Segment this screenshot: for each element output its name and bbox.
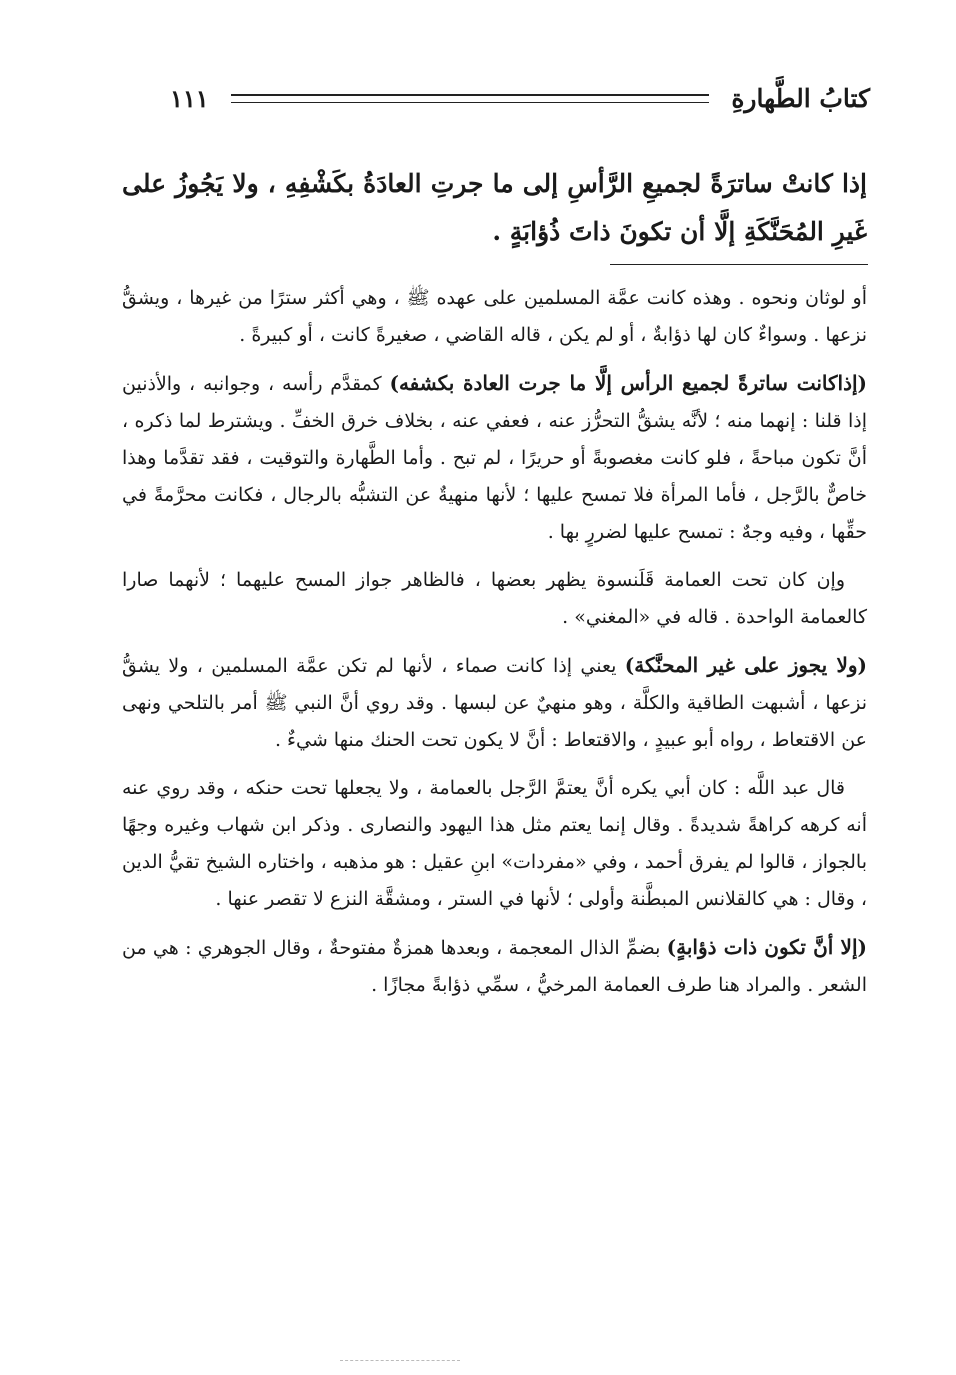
paragraph-text: بضمِّ الذال المعجمة ، وبعدها همزةٌ مفتوحةٌ ، وقال الجوهري : هي من الشعر . والمراد هنا طرف العمامة المرخيُّ ، سمِّي ذؤابةً مجازًا .: [122, 937, 867, 996]
quoted-matn-heading: (إذاكانت ساترةً لجميع الرأس إلَّا ما جرت العادة بكشفه): [389, 371, 867, 395]
commentary-paragraph-4: [122, 647, 867, 759]
matn-text: إذا كانتْ ساترَةً لجميعِ الرَّأسِ إلى ما جرتِ العادَةُ بكَشْفِهِ ، ولا يَجُوزُ على غَيرِ المُحَنَّكَةِ إلَّا أن تكونَ ذاتَ ذُؤابَةٍ .: [122, 169, 867, 246]
paragraph-text: أو لوثان ونحوه . وهذه كانت عمَّة المسلمين على عهده ﷺ ، وهي أكثر سترًا من غيرها ، ويشقُّ نزعها . وسواءٌ كان لها ذؤابةٌ ، أو لم يكن ، قاله القاضي ، صغيرةً كانت ، أو كبيرةً .: [122, 287, 867, 346]
paragraph-text: كمقدَّم رأسه ، وجوانبه ، والأذنين إذا قلنا : إنهما منه ؛ لأنَّه يشقُّ التحرُّز عنه ، فعفي عنه ، بخلاف خرق الخفِّ . ويشترط لما ذكره ، أنَّ تكون مباحةً ، فلو كانت مغصوبةً أو حريرًا ، لم تبح . وأما الطَّهارة والتوقيت ، فقد تقدَّما وهذا خاصٌّ بالرَّجل ، فأما المرأة فلا تمسح عليها ؛ لأنها منهيةٌ عن التشبُّه بالرجال ، فكانت محرَّمةً في حقِّها ، وفيه وجهٌ : تمسح عليها لضررٍ بها .: [122, 373, 867, 543]
footer-mark: [340, 1360, 460, 1361]
commentary-paragraph-1: [122, 280, 867, 354]
paragraph-text: وإن كان تحت العمامة قَلَنسوة يظهر بعضها ، فالظاهر جواز المسح عليهما ؛ لأنهما صارا كالعمامة الواحدة . قاله في «المغني» .: [122, 569, 867, 628]
quoted-matn-heading: (إلا أنَّ تكون ذات ذؤابةٍ): [666, 935, 867, 959]
commentary-paragraph-6: [122, 929, 867, 1004]
matn-separator-rule: [610, 264, 868, 265]
paragraph-text: قال عبد اللَّه : كان أبي يكره أنَّ يعتمَّ الرَّجل بالعمامة ، ولا يجعلها تحت حنكه ، وقد روي عنه أنه كرهه كراهةً شديدةً . وقال إنما يعتم مثل هذا اليهود والنصارى . وذكر ابن شهاب وغيره وجهًا بالجواز ، قالوا لم يفرق أحمد ، وفي «مفردات» ابنِ عقيل : هو مذهبه ، واختاره الشيخ تقيُّ الدين ، وقال : هي كالقلانس المبطَّنة وأولى ؛ لأنها في الستر ، ومشقَّة النزع لا تقصر عنها .: [122, 777, 867, 910]
page-number: ١١١: [170, 83, 209, 113]
header-rule: [231, 94, 710, 103]
commentary-paragraph-5: [122, 770, 867, 918]
commentary-paragraph-2: [122, 365, 867, 551]
quoted-matn-heading: (ولا يجوز على غير المحنَّكة): [624, 653, 867, 677]
paragraph-text: يعني إذا كانت صماء ، لأنها لم تكن عمَّة المسلمين ، ولا يشقُّ نزعها ، أشبهت الطاقية والكلَّة ، وهو منهيٌ عن لبسها . وقد روي أنَّ النبي ﷺ أمر بالتلحي ونهى عن الاقتعاط ، رواه أبو عبيدٍ ، والاقتعاط : أنَّ لا يكون تحت الحنك منها شيءٌ .: [122, 655, 867, 751]
commentary: [122, 280, 867, 1015]
page-header: [170, 78, 870, 118]
commentary-paragraph-3: [122, 562, 867, 636]
running-title: كتابُ الطَّهارةِ: [731, 83, 870, 113]
